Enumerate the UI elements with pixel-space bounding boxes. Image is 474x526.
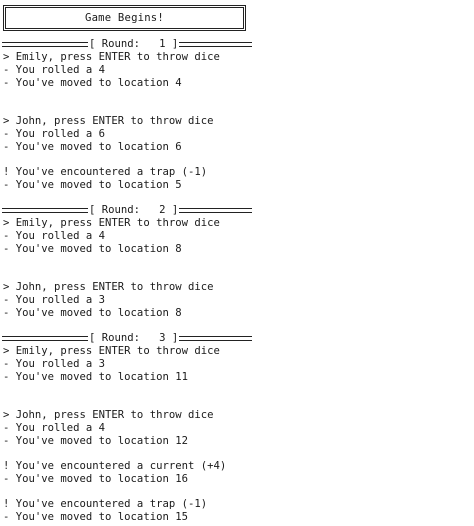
game-title: Game Begins! (85, 12, 164, 24)
roll-result: - You rolled a 4 (3, 64, 106, 76)
turn-prompt: > John, press ENTER to throw dice (3, 115, 214, 127)
round-header-3 (2, 332, 252, 345)
round-label: [ Round: 3 ] (89, 332, 179, 344)
double-rule-right (179, 208, 252, 213)
turn-prompt: > John, press ENTER to throw dice (3, 409, 214, 421)
event-notice: ! You've encountered a trap (-1) (3, 498, 208, 510)
round-label: [ Round: 1 ] (89, 38, 179, 50)
double-rule-right (179, 42, 252, 47)
round-label: [ Round: 2 ] (89, 204, 179, 216)
event-notice: ! You've encountered a current (+4) (3, 460, 227, 472)
move-result: - You've moved to location 8 (3, 307, 182, 319)
turn-prompt: > Emily, press ENTER to throw dice (3, 345, 220, 357)
round-header-2 (2, 204, 252, 217)
double-rule-left (2, 208, 88, 213)
roll-result: - You rolled a 6 (3, 128, 106, 140)
move-result: - You've moved to location 8 (3, 243, 182, 255)
event-notice: ! You've encountered a trap (-1) (3, 166, 208, 178)
event-result: - You've moved to location 15 (3, 511, 188, 523)
move-result: - You've moved to location 12 (3, 435, 188, 447)
move-result: - You've moved to location 11 (3, 371, 188, 383)
event-result: - You've moved to location 16 (3, 473, 188, 485)
move-result: - You've moved to location 4 (3, 77, 182, 89)
roll-result: - You rolled a 4 (3, 422, 106, 434)
roll-result: - You rolled a 3 (3, 358, 106, 370)
roll-result: - You rolled a 3 (3, 294, 106, 306)
roll-result: - You rolled a 4 (3, 230, 106, 242)
turn-prompt: > John, press ENTER to throw dice (3, 281, 214, 293)
event-result: - You've moved to location 5 (3, 179, 182, 191)
game-title-box (3, 5, 246, 31)
move-result: - You've moved to location 6 (3, 141, 182, 153)
turn-prompt: > Emily, press ENTER to throw dice (3, 51, 220, 63)
double-rule-right (179, 336, 252, 341)
double-rule-left (2, 42, 88, 47)
turn-prompt: > Emily, press ENTER to throw dice (3, 217, 220, 229)
double-rule-left (2, 336, 88, 341)
round-header-1 (2, 38, 252, 51)
